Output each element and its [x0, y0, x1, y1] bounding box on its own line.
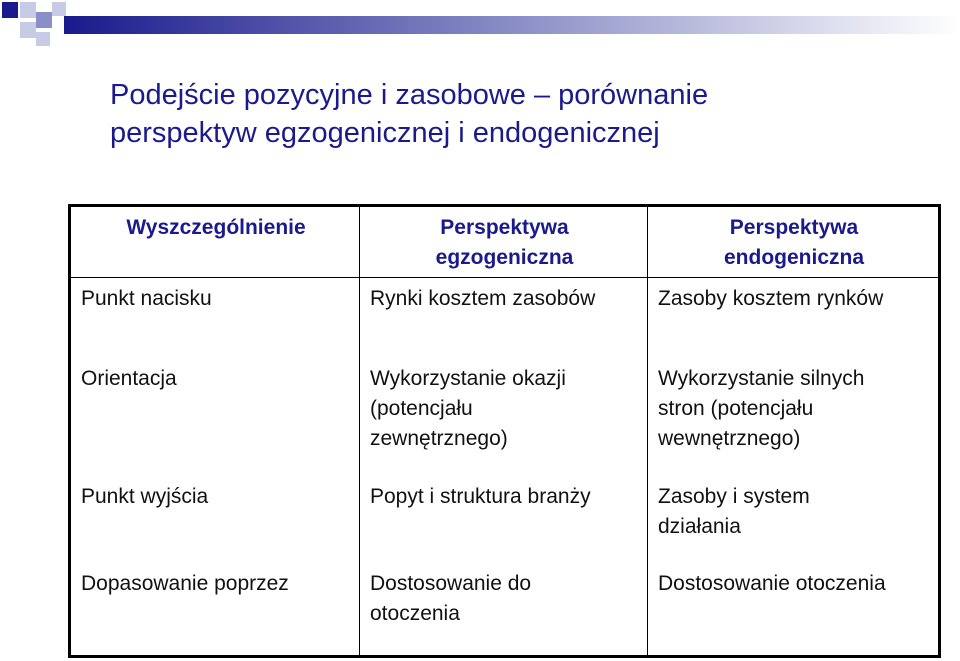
header-cell-specification — [70, 206, 360, 278]
exogenous-cell — [360, 278, 648, 364]
cell-line: zewnętrznego) — [370, 426, 508, 450]
exogenous-cell — [360, 569, 648, 657]
decorative-banner — [0, 0, 960, 60]
header-line: Perspektywa — [440, 216, 569, 239]
cell-line: stron (potencjału — [658, 396, 814, 420]
cell-line: Dostosowanie otoczenia — [658, 571, 886, 595]
cell-line: Dopasowanie poprzez — [81, 571, 289, 595]
deco-square-light-3 — [52, 2, 66, 16]
header-line: Wyszczególnienie — [126, 216, 306, 239]
deco-square-light-2 — [20, 22, 36, 38]
table-row — [70, 569, 940, 657]
cell-line: Punkt nacisku — [81, 287, 212, 310]
deco-square-dark — [2, 2, 18, 18]
deco-square-light — [20, 2, 36, 18]
exogenous-cell — [360, 364, 648, 482]
table-row — [70, 482, 940, 569]
row-label-cell — [70, 364, 360, 482]
cell-line: Popyt i struktura branży — [370, 484, 591, 508]
row-label-cell — [70, 482, 360, 569]
cell-line: (potencjału — [370, 396, 473, 420]
cell-line: działania — [658, 514, 741, 538]
deco-square-mid — [36, 12, 52, 28]
row-label-cell — [70, 569, 360, 657]
table-row — [70, 278, 940, 364]
slide-title — [110, 76, 930, 152]
table-header-row — [70, 206, 940, 278]
header-cell-exogenous — [360, 206, 648, 278]
header-cell-endogenous — [648, 206, 940, 278]
table-row — [70, 364, 940, 482]
exogenous-cell — [360, 482, 648, 569]
slide-title-line-1: Podejście pozycyjne i zasobowe – porównanie — [110, 79, 709, 111]
cell-line: wewnętrznego) — [658, 426, 801, 450]
header-line: endogeniczna — [723, 246, 865, 269]
comparison-table — [68, 204, 941, 658]
cell-line: Wykorzystanie silnych — [658, 366, 865, 390]
deco-gradient-bar — [64, 16, 960, 34]
cell-line: otoczenia — [370, 601, 460, 625]
cell-line: Orientacja — [81, 366, 177, 390]
endogenous-cell — [648, 364, 940, 482]
endogenous-cell — [648, 278, 940, 364]
cell-line: Zasoby kosztem rynków — [658, 287, 884, 310]
cell-line: Zasoby i system — [658, 484, 810, 508]
slide-title-line-2: perspektyw egzogenicznej i endogenicznej — [110, 117, 660, 149]
cell-line: Rynki kosztem zasobów — [370, 287, 596, 310]
header-line: egzogeniczna — [435, 246, 574, 269]
header-line: Perspektywa — [729, 216, 859, 239]
row-label-cell — [70, 278, 360, 364]
endogenous-cell — [648, 482, 940, 569]
cell-line: Punkt wyjścia — [81, 484, 209, 508]
cell-line: Wykorzystanie okazji — [370, 366, 566, 390]
endogenous-cell — [648, 569, 940, 657]
cell-line: Dostosowanie do — [370, 571, 532, 595]
deco-square-mid-2 — [36, 32, 50, 46]
